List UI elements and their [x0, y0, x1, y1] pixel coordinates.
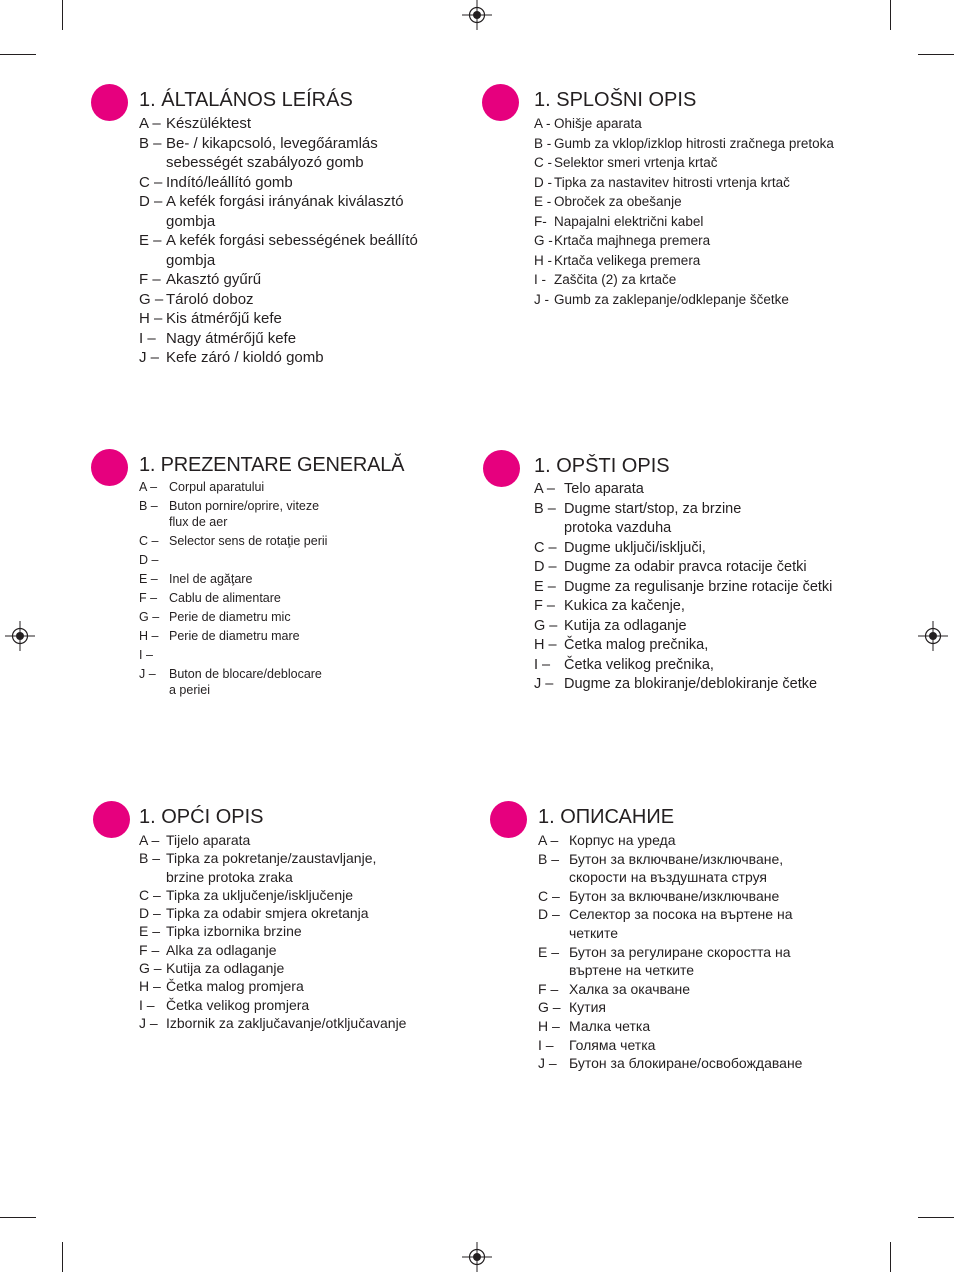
section-title: 1. OPŠTI OPIS [534, 455, 670, 477]
item-letter: D – [534, 559, 557, 575]
item-letter: I – [139, 648, 153, 662]
item-text-line: Buton pornire/oprire, viteze [169, 499, 320, 513]
crop-mark [918, 1217, 954, 1218]
list-item [534, 480, 832, 500]
item-text-line: Indító/leállító gomb [166, 173, 293, 191]
item-text-line: Kutija za odlaganje [166, 960, 285, 977]
item-text-line: Kukica za kačenje, [564, 598, 685, 614]
crop-mark [918, 54, 954, 55]
parts-list [534, 480, 832, 695]
item-text-line: Kis átmérőjű kefe [166, 310, 282, 327]
list-item [139, 904, 406, 922]
list-item [139, 647, 327, 663]
item-letter: I – [139, 329, 156, 347]
parts-list [139, 831, 406, 1032]
item-text-line: Халка за окачване [569, 980, 691, 997]
list-item [538, 850, 802, 887]
item-text-line: Корпус на уреда [569, 832, 676, 848]
item-text [564, 675, 817, 695]
section-bullet [482, 84, 519, 121]
list-item [139, 173, 418, 193]
item-text [569, 831, 676, 850]
crop-mark [0, 1217, 36, 1218]
registration-mark-icon [462, 0, 492, 30]
item-letter: D – [139, 905, 161, 922]
crop-mark [62, 1242, 63, 1272]
item-text-line: Četka velikog prečnika, [564, 656, 714, 673]
item-text [569, 905, 792, 942]
item-text-continuation: flux de aer [169, 515, 228, 529]
item-letter: D - [534, 174, 552, 190]
item-text [564, 597, 685, 617]
item-text [564, 656, 714, 676]
item-text-line: Krtača velikega premera [554, 252, 701, 268]
registration-mark-icon [5, 621, 35, 651]
list-item [534, 173, 834, 193]
item-letter: G – [139, 290, 164, 308]
item-text [564, 617, 687, 637]
item-text-line: Telo aparata [564, 481, 644, 497]
crop-mark [890, 0, 891, 30]
list-item [139, 231, 418, 270]
item-text-line: Kefe záró / kioldó gomb [166, 349, 324, 366]
item-letter: I - [534, 272, 546, 287]
section-bullet [93, 801, 130, 838]
item-text-line: Селектор за посока на въртене на [569, 906, 793, 923]
list-item [139, 571, 327, 587]
item-text [166, 959, 284, 977]
item-text [554, 192, 682, 212]
section-title: 1. SPLOŠNI OPIS [534, 89, 697, 111]
item-text [569, 887, 779, 906]
item-letter: D – [538, 906, 560, 923]
item-letter: H - [534, 252, 552, 268]
parts-list [534, 114, 834, 309]
item-text [554, 251, 700, 271]
item-letter: D – [139, 193, 163, 210]
item-text [554, 134, 834, 154]
item-text [564, 558, 807, 578]
item-letter: H – [139, 310, 163, 327]
item-text [554, 212, 703, 232]
item-letter: H – [534, 637, 557, 653]
item-text [166, 270, 261, 290]
item-letter: F – [139, 591, 158, 605]
item-text-line: Buton de blocare/deblocare [169, 667, 322, 681]
list-item [139, 348, 418, 368]
item-letter: J – [538, 1055, 557, 1072]
item-text-continuation: четките [569, 924, 619, 941]
item-text [166, 904, 369, 922]
item-text-line: Corpul aparatului [169, 480, 265, 494]
list-item [139, 309, 418, 329]
item-text [564, 480, 644, 500]
item-text-line: Dugme uključi/isključi, [564, 539, 706, 556]
item-letter: B – [139, 134, 162, 152]
section-bullet [483, 450, 520, 487]
item-text-line: Бутон за включване/изключване [569, 887, 780, 904]
item-text-line: Alka za odlaganje [166, 941, 277, 958]
item-letter: E – [534, 578, 556, 595]
item-text [166, 231, 418, 270]
list-item [534, 597, 832, 617]
item-text-continuation: brzine protoka zraka [166, 868, 293, 885]
item-text-line: Tijelo aparata [166, 832, 251, 848]
item-text-continuation: gombja [166, 251, 216, 269]
list-item [538, 887, 802, 906]
item-text-line: Tipka za uključenje/isključenje [166, 886, 354, 903]
list-item [534, 270, 834, 290]
item-text-line: Кутия [569, 999, 606, 1016]
section-title: 1. ÁLTALÁNOS LEÍRÁS [139, 89, 353, 111]
item-letter: G – [538, 999, 561, 1016]
item-text-line: Obroček za obešanje [554, 194, 682, 209]
item-letter: C – [534, 539, 557, 556]
item-letter: C – [139, 534, 159, 548]
item-letter: A – [139, 832, 160, 848]
item-text-line: Tipka za pokretanje/zaustavljanje, [166, 850, 377, 867]
item-text [554, 270, 676, 290]
item-text [169, 498, 319, 530]
list-item [139, 831, 406, 849]
item-text [169, 533, 327, 549]
item-text [166, 329, 296, 349]
list-item [538, 1017, 802, 1036]
item-letter: H – [538, 1017, 560, 1034]
list-item [139, 959, 406, 977]
list-item [534, 134, 834, 154]
item-text-line: Ohišje aparata [554, 116, 642, 131]
item-text [564, 578, 832, 598]
item-text-line: Perie de diametru mare [169, 629, 300, 643]
list-item [139, 290, 418, 310]
list-item [534, 558, 832, 578]
list-item [139, 552, 327, 568]
list-item [534, 656, 832, 676]
item-letter: E – [139, 572, 158, 586]
item-text [166, 173, 293, 193]
list-item [534, 153, 834, 173]
item-text [554, 153, 718, 173]
list-item [139, 977, 406, 995]
item-text [166, 348, 324, 368]
section-bullet [490, 801, 527, 838]
item-letter: C – [139, 173, 163, 191]
item-text-line: Selektor smeri vrtenja krtač [554, 155, 718, 170]
item-letter: E – [139, 232, 162, 249]
item-text [554, 114, 642, 134]
item-letter: I – [534, 656, 551, 673]
item-letter: G - [534, 233, 553, 248]
parts-list [538, 831, 802, 1073]
item-text-line: Készüléktest [166, 115, 252, 132]
item-text-continuation: a periei [169, 683, 210, 697]
item-text [169, 590, 281, 606]
item-letter: F – [139, 271, 161, 288]
list-item [534, 578, 832, 598]
item-letter: A – [534, 481, 555, 497]
item-text [554, 231, 710, 251]
list-item [534, 212, 834, 232]
item-text-line: Akasztó gyűrű [166, 271, 262, 288]
item-text-line: Dugme za odabir pravca rotacije četki [564, 559, 807, 575]
item-text-line: Četka malog promjera [166, 978, 304, 995]
item-letter: J – [139, 667, 156, 681]
item-letter: E – [139, 923, 161, 940]
item-text [569, 850, 783, 887]
item-letter: J – [534, 676, 554, 692]
item-text [166, 309, 282, 329]
item-text-line: Cablu de alimentare [169, 591, 281, 605]
item-text-line: Selector sens de rotaţie perii [169, 534, 328, 548]
list-item [139, 192, 418, 231]
item-letter: B – [139, 499, 158, 513]
item-text-line: Бутон за блокиране/освобождаване [569, 1055, 803, 1072]
item-text-line: Nagy átmérőjű kefe [166, 329, 297, 347]
list-item [139, 609, 327, 625]
item-letter: J - [534, 291, 549, 307]
item-text [166, 922, 302, 940]
item-letter: H – [139, 629, 159, 643]
item-letter: B - [534, 135, 552, 151]
item-letter: B – [534, 500, 556, 517]
item-text [569, 1017, 650, 1036]
list-item [538, 831, 802, 850]
list-item [538, 943, 802, 980]
item-text-line: Kutija za odlaganje [564, 617, 687, 634]
list-item [538, 998, 802, 1017]
item-text [166, 849, 376, 886]
section-bullet [91, 84, 128, 121]
list-item [534, 114, 834, 134]
list-item [534, 290, 834, 310]
item-text-line: Tipka izbornika brzine [166, 923, 302, 940]
item-text [564, 539, 706, 559]
item-text-line: Бутон за регулиране скоростта на [569, 943, 791, 960]
item-text-line: Dugme za regulisanje brzine rotacije četki [564, 578, 833, 595]
list-item [534, 192, 834, 212]
item-letter: A – [139, 480, 158, 494]
item-text-line: Dugme start/stop, za brzine [564, 500, 742, 517]
item-text [169, 571, 252, 587]
item-text-line: Tipka za nastavitev hitrosti vrtenja krtač [554, 174, 790, 190]
item-text-line: Četka malog prečnika, [564, 637, 709, 653]
item-text-line: Krtača majhnega premera [554, 233, 711, 248]
item-text [166, 192, 404, 231]
section-bullet [91, 449, 128, 486]
parts-list [139, 479, 327, 698]
item-text [166, 831, 250, 849]
list-item [139, 996, 406, 1014]
list-item [538, 1036, 802, 1055]
item-text [569, 1054, 802, 1073]
item-text-line: Tipka za odabir smjera okretanja [166, 905, 369, 922]
item-text-continuation: gombja [166, 212, 216, 230]
item-text-line: Малка четка [569, 1017, 651, 1034]
item-text [169, 628, 300, 644]
list-item [534, 636, 832, 656]
list-item [139, 270, 418, 290]
item-text-line: Zaščita (2) za krtače [554, 272, 677, 287]
item-text [166, 996, 309, 1014]
item-letter: A – [538, 832, 559, 848]
list-item [534, 539, 832, 559]
item-text-line: Gumb za vklop/izklop hitrosti zračnega pretoka [554, 135, 834, 151]
list-item [139, 498, 327, 530]
registration-mark-icon [462, 1242, 492, 1272]
item-letter: G – [534, 617, 558, 634]
list-item [139, 941, 406, 959]
list-item [534, 231, 834, 251]
item-letter: F- [534, 213, 547, 229]
item-text-line: Izbornik za zaključavanje/otključavanje [166, 1014, 407, 1031]
item-text-line: A kefék forgási sebességének beállító [166, 232, 418, 249]
list-item [139, 1014, 406, 1032]
list-item [534, 500, 832, 539]
item-letter: F – [538, 980, 559, 997]
item-letter: B – [538, 850, 560, 867]
list-item [139, 590, 327, 606]
item-text [569, 980, 690, 999]
item-letter: C – [139, 886, 161, 903]
list-item [139, 479, 327, 495]
list-item [139, 849, 406, 886]
crop-mark [0, 54, 36, 55]
registration-mark-icon [918, 621, 948, 651]
item-text-line: Tároló doboz [166, 290, 254, 308]
list-item [534, 251, 834, 271]
item-text-line: Be- / kikapcsoló, levegőáramlás [166, 134, 378, 152]
list-item [538, 980, 802, 999]
item-text [569, 998, 606, 1017]
item-letter: C – [538, 887, 560, 904]
section-title: 1. OPĆI OPIS [139, 806, 264, 828]
item-text-line: Napajalni električni kabel [554, 213, 704, 229]
item-text-line: Dugme za blokiranje/deblokiranje četke [564, 676, 818, 692]
item-letter: F – [139, 941, 160, 958]
list-item [139, 628, 327, 644]
item-letter: C - [534, 155, 552, 170]
item-text-continuation: protoka vazduha [564, 520, 672, 536]
item-text [169, 609, 291, 625]
item-letter: J – [139, 1014, 158, 1031]
list-item [139, 329, 418, 349]
item-text-continuation: скорости на въздушната струя [569, 869, 768, 886]
item-text [564, 500, 741, 539]
item-letter: A – [139, 115, 161, 132]
item-text [166, 1014, 406, 1032]
item-text-line: Perie de diametru mic [169, 610, 291, 624]
item-text-continuation: sebességét szabályozó gomb [166, 154, 364, 171]
list-item [139, 533, 327, 549]
item-text [166, 134, 378, 173]
list-item [139, 114, 418, 134]
list-item [534, 675, 832, 695]
list-item [139, 922, 406, 940]
item-text-continuation: въртене на четките [569, 962, 695, 979]
item-text [569, 1036, 655, 1055]
item-letter: E - [534, 194, 552, 209]
list-item [538, 905, 802, 942]
list-item [534, 617, 832, 637]
item-text [554, 173, 790, 193]
item-text [166, 886, 353, 904]
item-letter: E – [538, 943, 560, 960]
item-letter: J – [139, 349, 160, 366]
section-title: 1. ОПИСАНИЕ [538, 806, 675, 828]
item-text [166, 977, 304, 995]
list-item [139, 886, 406, 904]
item-text [169, 666, 322, 698]
item-text [554, 290, 789, 310]
list-item [139, 134, 418, 173]
item-letter: H – [139, 978, 161, 995]
parts-list [139, 114, 418, 368]
crop-mark [62, 0, 63, 30]
item-letter: G – [139, 610, 160, 624]
section-title: 1. PREZENTARE GENERALĂ [139, 454, 405, 476]
item-text-line: Голяма четка [569, 1036, 656, 1053]
item-text-line: Gumb za zaklepanje/odklepanje ščetke [554, 291, 789, 307]
item-text [169, 479, 264, 495]
item-text [166, 290, 254, 310]
item-letter: I – [139, 996, 155, 1013]
item-text [569, 943, 790, 980]
list-item [538, 1054, 802, 1073]
item-text-line: Бутон за включване/изключване, [569, 850, 784, 867]
item-letter: A - [534, 116, 551, 131]
item-text-line: A kefék forgási irányának kiválasztó [166, 193, 404, 210]
item-text-line: Četka velikog promjera [166, 996, 310, 1013]
item-letter: G – [139, 960, 162, 977]
list-item [139, 666, 327, 698]
item-letter: F – [534, 598, 555, 614]
item-text-line: Inel de agăţare [169, 572, 253, 586]
item-text [166, 114, 251, 134]
item-letter: D – [139, 553, 159, 567]
crop-mark [890, 1242, 891, 1272]
item-letter: B – [139, 850, 161, 867]
item-text [564, 636, 708, 656]
item-letter: I – [538, 1036, 554, 1053]
item-text [166, 941, 277, 959]
